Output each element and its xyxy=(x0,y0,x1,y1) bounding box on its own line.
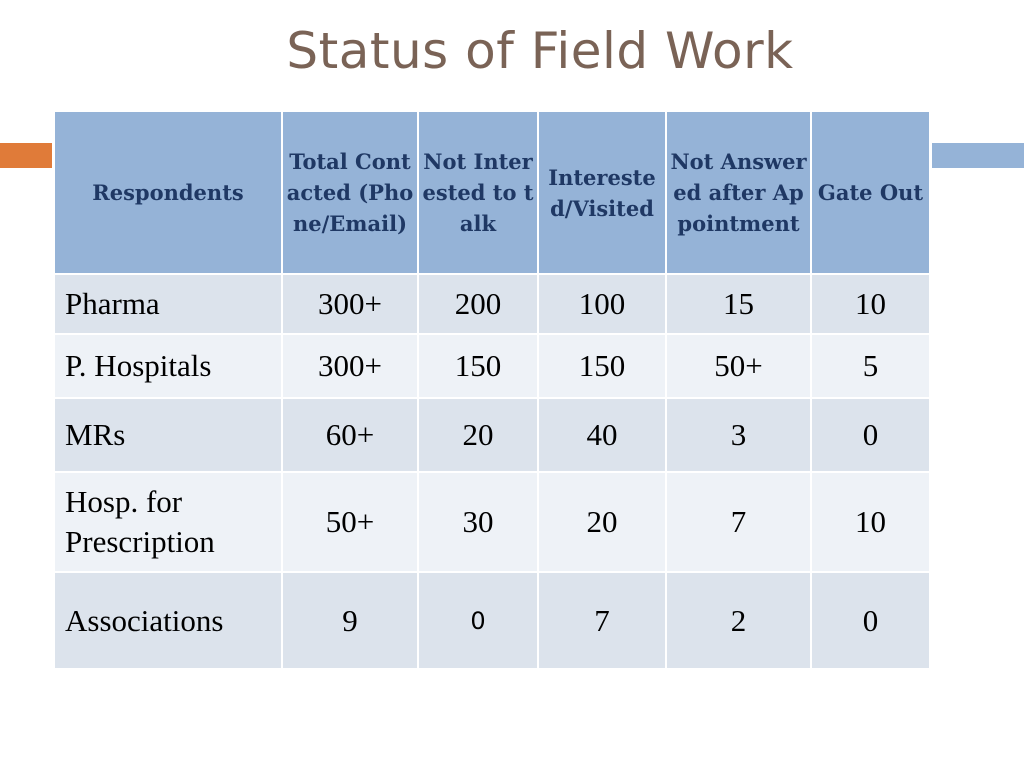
table-cell: 10 xyxy=(811,274,930,334)
table-cell: 7 xyxy=(666,472,811,572)
table-cell: 9 xyxy=(282,572,418,669)
row-label: P. Hospitals xyxy=(54,334,282,398)
table-cell: 10 xyxy=(811,472,930,572)
table-cell: 200 xyxy=(418,274,538,334)
table-row xyxy=(54,472,930,572)
table-cell: 150 xyxy=(538,334,666,398)
table-row xyxy=(54,274,930,334)
table-cell: 20 xyxy=(418,398,538,472)
table-cell: 100 xyxy=(538,274,666,334)
column-header-not-answered: Not Answered after Appointment xyxy=(666,111,811,274)
accent-bar-right xyxy=(932,143,1024,168)
table-cell: 300+ xyxy=(282,274,418,334)
table-cell: 300+ xyxy=(282,334,418,398)
table-cell: 5 xyxy=(811,334,930,398)
accent-bar-left xyxy=(0,143,52,168)
table-cell: 15 xyxy=(666,274,811,334)
table-row xyxy=(54,572,930,669)
table-cell: 0 xyxy=(811,572,930,669)
table-cell: 50+ xyxy=(282,472,418,572)
table-cell: 3 xyxy=(666,398,811,472)
column-header-interested-visited: Interested/Visited xyxy=(538,111,666,274)
row-label: Hosp. for Prescription xyxy=(54,472,282,572)
table-cell: 0 xyxy=(418,572,538,669)
table-cell: 30 xyxy=(418,472,538,572)
table-row xyxy=(54,334,930,398)
row-label: Pharma xyxy=(54,274,282,334)
table-cell: 20 xyxy=(538,472,666,572)
table-cell: 0 xyxy=(811,398,930,472)
table-cell: 150 xyxy=(418,334,538,398)
table-header-row xyxy=(54,111,930,274)
column-header-gate-out: Gate Out xyxy=(811,111,930,274)
field-work-table xyxy=(53,110,931,670)
row-label: MRs xyxy=(54,398,282,472)
column-header-not-interested: Not Interested to talk xyxy=(418,111,538,274)
table-cell: 2 xyxy=(666,572,811,669)
slide-title: Status of Field Work xyxy=(286,22,794,80)
table-cell: 50+ xyxy=(666,334,811,398)
column-header-total-contacted: Total Contacted (Phone/Email) xyxy=(282,111,418,274)
table-cell: 7 xyxy=(538,572,666,669)
row-label: Associations xyxy=(54,572,282,669)
table-cell: 40 xyxy=(538,398,666,472)
table-row xyxy=(54,398,930,472)
column-header-respondents: Respondents xyxy=(54,111,282,274)
table-cell: 60+ xyxy=(282,398,418,472)
